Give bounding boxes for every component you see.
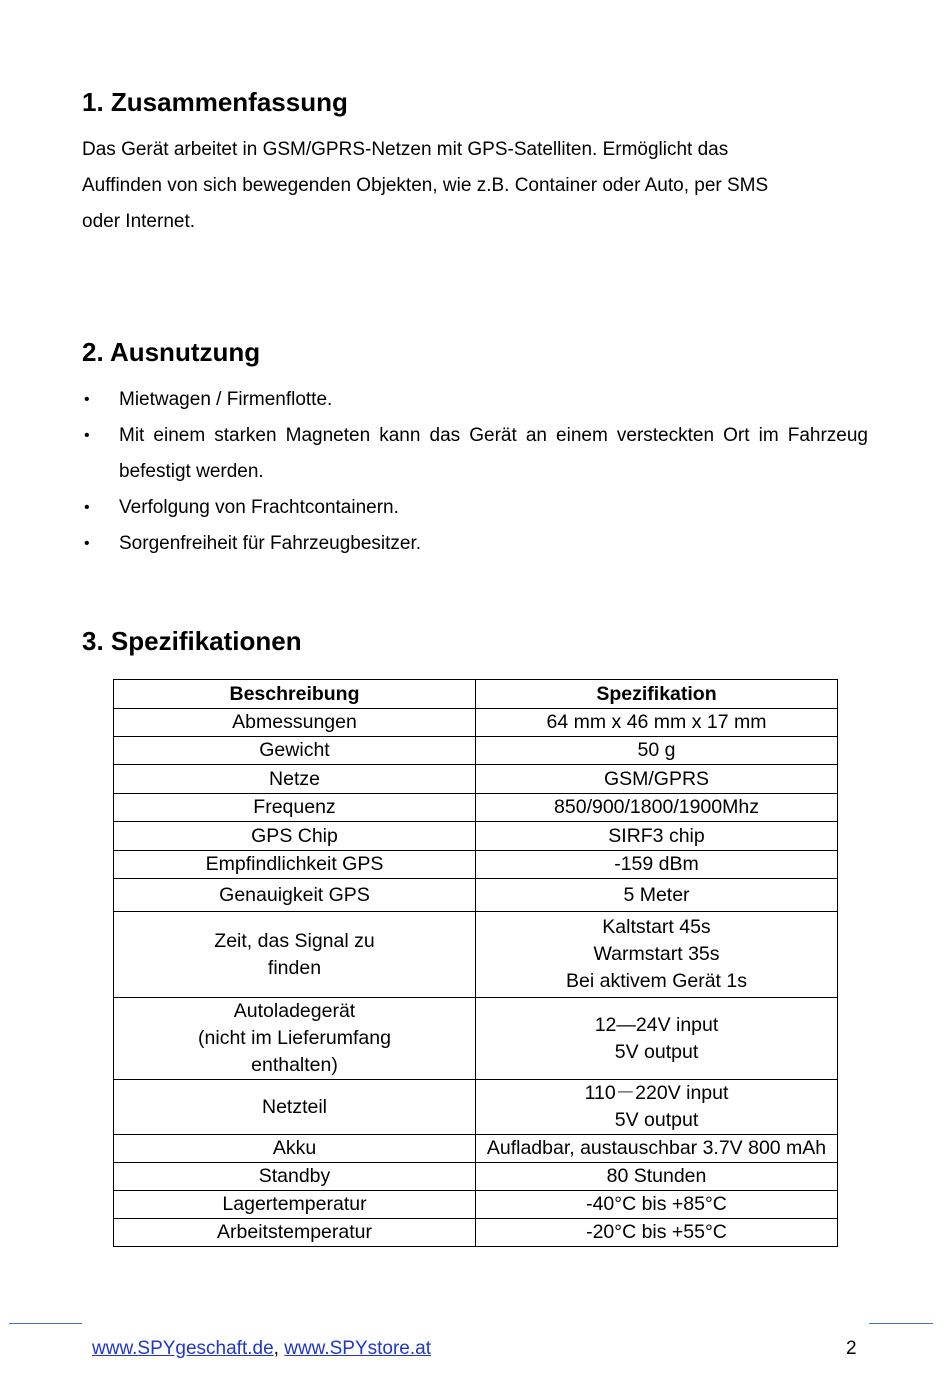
bullet-icon: •: [84, 427, 90, 444]
table-cell-specification: 5 Meter: [476, 879, 838, 912]
table-cell-description: Lagertemperatur: [114, 1191, 476, 1219]
column-header-specification: Spezifikation: [476, 680, 838, 709]
usage-bullet-list: [82, 382, 868, 562]
table-cell-description: Akku: [114, 1135, 476, 1163]
list-item: • Verfolgung von Frachtcontainern.: [82, 490, 868, 526]
section-2-heading: 2. Ausnutzung: [82, 337, 261, 367]
table-cell-specification: -159 dBm: [476, 851, 838, 879]
table-cell-specification: Aufladbar, austauschbar 3.7V 800 mAh: [476, 1135, 838, 1163]
footer-link-spystore[interactable]: www.SPYstore.at: [284, 1338, 431, 1359]
table-row: [114, 851, 838, 879]
section-1-paragraph-line-2: Auffinden von sich bewegenden Objekten, wie z.B. Container oder Auto, per SMS: [82, 175, 769, 196]
section-1-paragraph-line-1: Das Gerät arbeitet in GSM/GPRS-Netzen mit GPS-Satelliten. Ermöglicht das: [82, 139, 729, 160]
table-row: [114, 794, 838, 822]
table-row: [114, 1191, 838, 1219]
table-row: [114, 822, 838, 851]
table-row: [114, 879, 838, 912]
table-row: [114, 912, 838, 998]
footer-links: [92, 1337, 431, 1361]
bullet-icon: •: [84, 391, 90, 408]
table-cell-specification: 110－220V input 5V output: [476, 1080, 838, 1135]
table-row: [114, 998, 838, 1080]
specifications-table-body: [114, 709, 838, 1247]
table-cell-specification: -40°C bis +85°C: [476, 1191, 838, 1219]
table-cell-description: Netze: [114, 765, 476, 794]
footer-link-separator: ,: [273, 1338, 285, 1359]
table-cell-specification: 850/900/1800/1900Mhz: [476, 794, 838, 822]
footer-link-spygeschaft[interactable]: www.SPYgeschaft.de: [92, 1338, 274, 1359]
footer-rule-right: [869, 1323, 933, 1324]
table-cell-specification: 12—24V input 5V output: [476, 998, 838, 1080]
table-cell-description: Autoladegerät (nicht im Lieferumfang enthalten): [114, 998, 476, 1080]
footer-rule-left: [9, 1323, 82, 1324]
bullet-icon: •: [84, 535, 90, 552]
table-header-row: [114, 680, 838, 709]
table-cell-specification: GSM/GPRS: [476, 765, 838, 794]
table-row: [114, 1219, 838, 1247]
list-item: • Mit einem starken Magneten kann das Gerät an einem versteckten Ort im Fahrzeug befestigt werden.: [82, 418, 868, 490]
section-1-paragraph-line-3: oder Internet.: [82, 211, 196, 232]
table-cell-description: Netzteil: [114, 1080, 476, 1135]
table-row: [114, 1135, 838, 1163]
list-item: • Sorgenfreiheit für Fahrzeugbesitzer.: [82, 526, 868, 562]
table-row: [114, 737, 838, 765]
table-cell-description: Abmessungen: [114, 709, 476, 737]
list-item: • Mietwagen / Firmenflotte.: [82, 382, 868, 418]
table-row: [114, 765, 838, 794]
table-row: [114, 1080, 838, 1135]
page-number: 2: [846, 1338, 857, 1359]
bullet-icon: •: [84, 499, 90, 516]
table-cell-description: Gewicht: [114, 737, 476, 765]
table-row: [114, 709, 838, 737]
table-cell-specification: Kaltstart 45s Warmstart 35s Bei aktivem Gerät 1s: [476, 912, 838, 998]
table-cell-specification: -20°C bis +55°C: [476, 1219, 838, 1247]
table-cell-specification: 50 g: [476, 737, 838, 765]
column-header-description: Beschreibung: [114, 680, 476, 709]
table-cell-description: Zeit, das Signal zu finden: [114, 912, 476, 998]
table-cell-description: Arbeitstemperatur: [114, 1219, 476, 1247]
table-cell-description: GPS Chip: [114, 822, 476, 851]
table-cell-description: Genauigkeit GPS: [114, 879, 476, 912]
table-cell-specification: SIRF3 chip: [476, 822, 838, 851]
section-1-heading: 1. Zusammenfassung: [82, 87, 348, 117]
table-cell-specification: 80 Stunden: [476, 1163, 838, 1191]
section-3-heading: 3. Spezifikationen: [82, 626, 302, 656]
table-cell-specification: 64 mm x 46 mm x 17 mm: [476, 709, 838, 737]
table-cell-description: Standby: [114, 1163, 476, 1191]
table-cell-description: Frequenz: [114, 794, 476, 822]
table-row: [114, 1163, 838, 1191]
table-cell-description: Empfindlichkeit GPS: [114, 851, 476, 879]
specifications-table: [113, 679, 838, 1247]
